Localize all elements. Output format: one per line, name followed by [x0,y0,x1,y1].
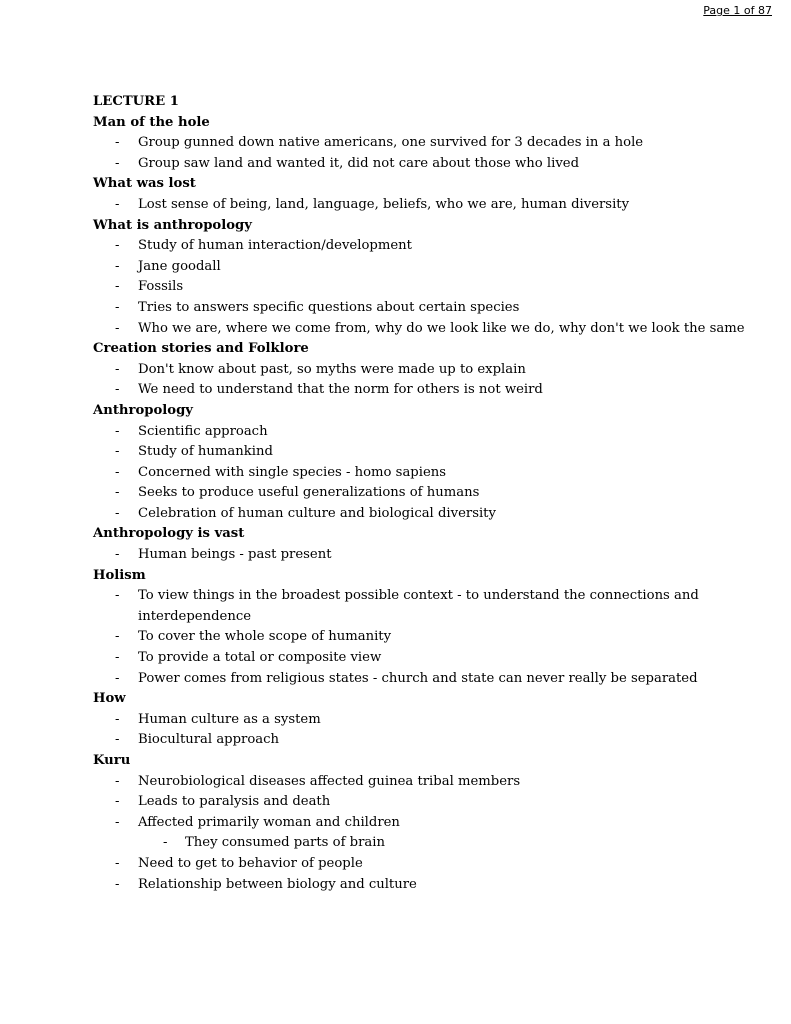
bullet-item [93,772,753,793]
bullet-dash: - [115,855,120,871]
bullet-text: Power comes from religious states - church and state can never really be separated [138,670,698,686]
bullet-dash: - [115,773,120,789]
bullet-item [93,875,753,896]
bullet-text: Leads to paralysis and death [138,794,331,810]
bullet-dash: - [115,670,120,686]
bullet-item [93,792,753,813]
bullet-item [93,813,753,834]
bullet-text: Group saw land and wanted it, did not care about those who lived [138,155,580,171]
bullet-dash: - [115,361,120,377]
bullet-dash: - [115,464,120,480]
bullet-item [93,380,753,401]
bullet-dash: - [163,835,168,851]
bullet-dash: - [115,135,120,151]
bullet-dash: - [115,732,120,748]
bullet-text: Need to get to behavior of people [138,855,363,871]
bullet-item [93,586,753,627]
bullet-dash: - [115,650,120,666]
section-heading: Anthropology [93,402,193,418]
bullet-text: To view things in the broadest possible context - to understand the connections and interdependence [138,588,699,624]
bullet-text: Lost sense of being, land, language, beliefs, who we are, human diversity [138,196,630,212]
bullet-item [93,236,753,257]
bullet-text: Celebration of human culture and biological diversity [138,505,496,521]
bullet-text: Group gunned down native americans, one survived for 3 decades in a hole [138,135,644,151]
bullet-text: Concerned with single species - homo sapiens [138,464,447,480]
bullet-item [93,442,753,463]
bullet-text: To cover the whole scope of humanity [138,629,392,645]
bullet-text: Jane goodall [138,258,221,274]
bullet-dash: - [115,505,120,521]
bullet-text: To provide a total or composite view [138,650,382,666]
bullet-dash: - [115,711,120,727]
bullet-dash: - [115,588,120,604]
bullet-text: Affected primarily woman and children [138,814,400,830]
bullet-item [93,463,753,484]
bullet-text: Biocultural approach [138,732,280,748]
bullet-dash: - [115,320,120,336]
lecture-title: LECTURE 1 [93,94,179,109]
bullet-dash: - [115,876,120,892]
bullet-text: Tries to answers specific questions about certain species [138,299,520,315]
bullet-item [93,154,753,175]
section-heading: Kuru [93,753,131,768]
bullet-item [93,545,753,566]
bullet-item [93,195,753,216]
bullet-text: Fossils [138,279,184,295]
bullet-item [93,277,753,298]
bullet-dash: - [115,238,120,254]
bullet-text: They consumed parts of brain [185,835,385,851]
bullet-text: Seeks to produce useful generalizations of humans [138,485,480,501]
bullet-text: Study of human interaction/development [138,238,412,254]
bullet-dash: - [115,196,120,212]
sub-bullet-item [93,833,753,854]
bullet-text: Human culture as a system [138,711,321,727]
bullet-item [93,504,753,525]
section-heading: How [93,691,126,707]
bullet-item [93,669,753,690]
bullet-text: Human beings - past present [138,547,332,563]
section-heading: What was lost [93,176,196,192]
bullet-text: Who we are, where we come from, why do we look like we do, why don't we look the same [138,320,745,336]
bullet-text: Relationship between biology and culture [138,876,417,892]
bullet-item [93,483,753,504]
bullet-item [93,710,753,731]
bullet-dash: - [115,629,120,645]
bullet-dash: - [115,814,120,830]
bullet-item [93,730,753,751]
lecture-notes [93,92,753,895]
bullet-dash: - [115,794,120,810]
bullet-dash: - [115,155,120,171]
bullet-text: Scientific approach [138,423,268,439]
section-heading: Creation stories and Folklore [93,341,309,357]
bullet-text: Neurobiological diseases affected guinea tribal members [138,773,521,789]
bullet-dash: - [115,547,120,563]
bullet-text: We need to understand that the norm for others is not weird [138,382,543,398]
bullet-text: Study of humankind [138,444,273,460]
section-heading: Man of the hole [93,114,210,130]
bullet-dash: - [115,299,120,315]
section-heading: Anthropology is vast [93,526,245,542]
bullet-dash: - [115,258,120,274]
bullet-dash: - [115,444,120,460]
bullet-dash: - [115,382,120,398]
bullet-dash: - [115,279,120,295]
bullet-item [93,627,753,648]
bullet-item [93,854,753,875]
bullet-item [93,298,753,319]
bullet-text: Don't know about past, so myths were made up to explain [138,361,526,377]
page-number: Page 1 of 87 [703,4,772,17]
section-heading: What is anthropology [93,217,252,233]
bullet-item [93,648,753,669]
bullet-item [93,257,753,278]
bullet-item [93,133,753,154]
section-heading: Holism [93,567,146,583]
bullet-item [93,319,753,340]
bullet-item [93,422,753,443]
bullet-item [93,360,753,381]
bullet-dash: - [115,485,120,501]
bullet-dash: - [115,423,120,439]
